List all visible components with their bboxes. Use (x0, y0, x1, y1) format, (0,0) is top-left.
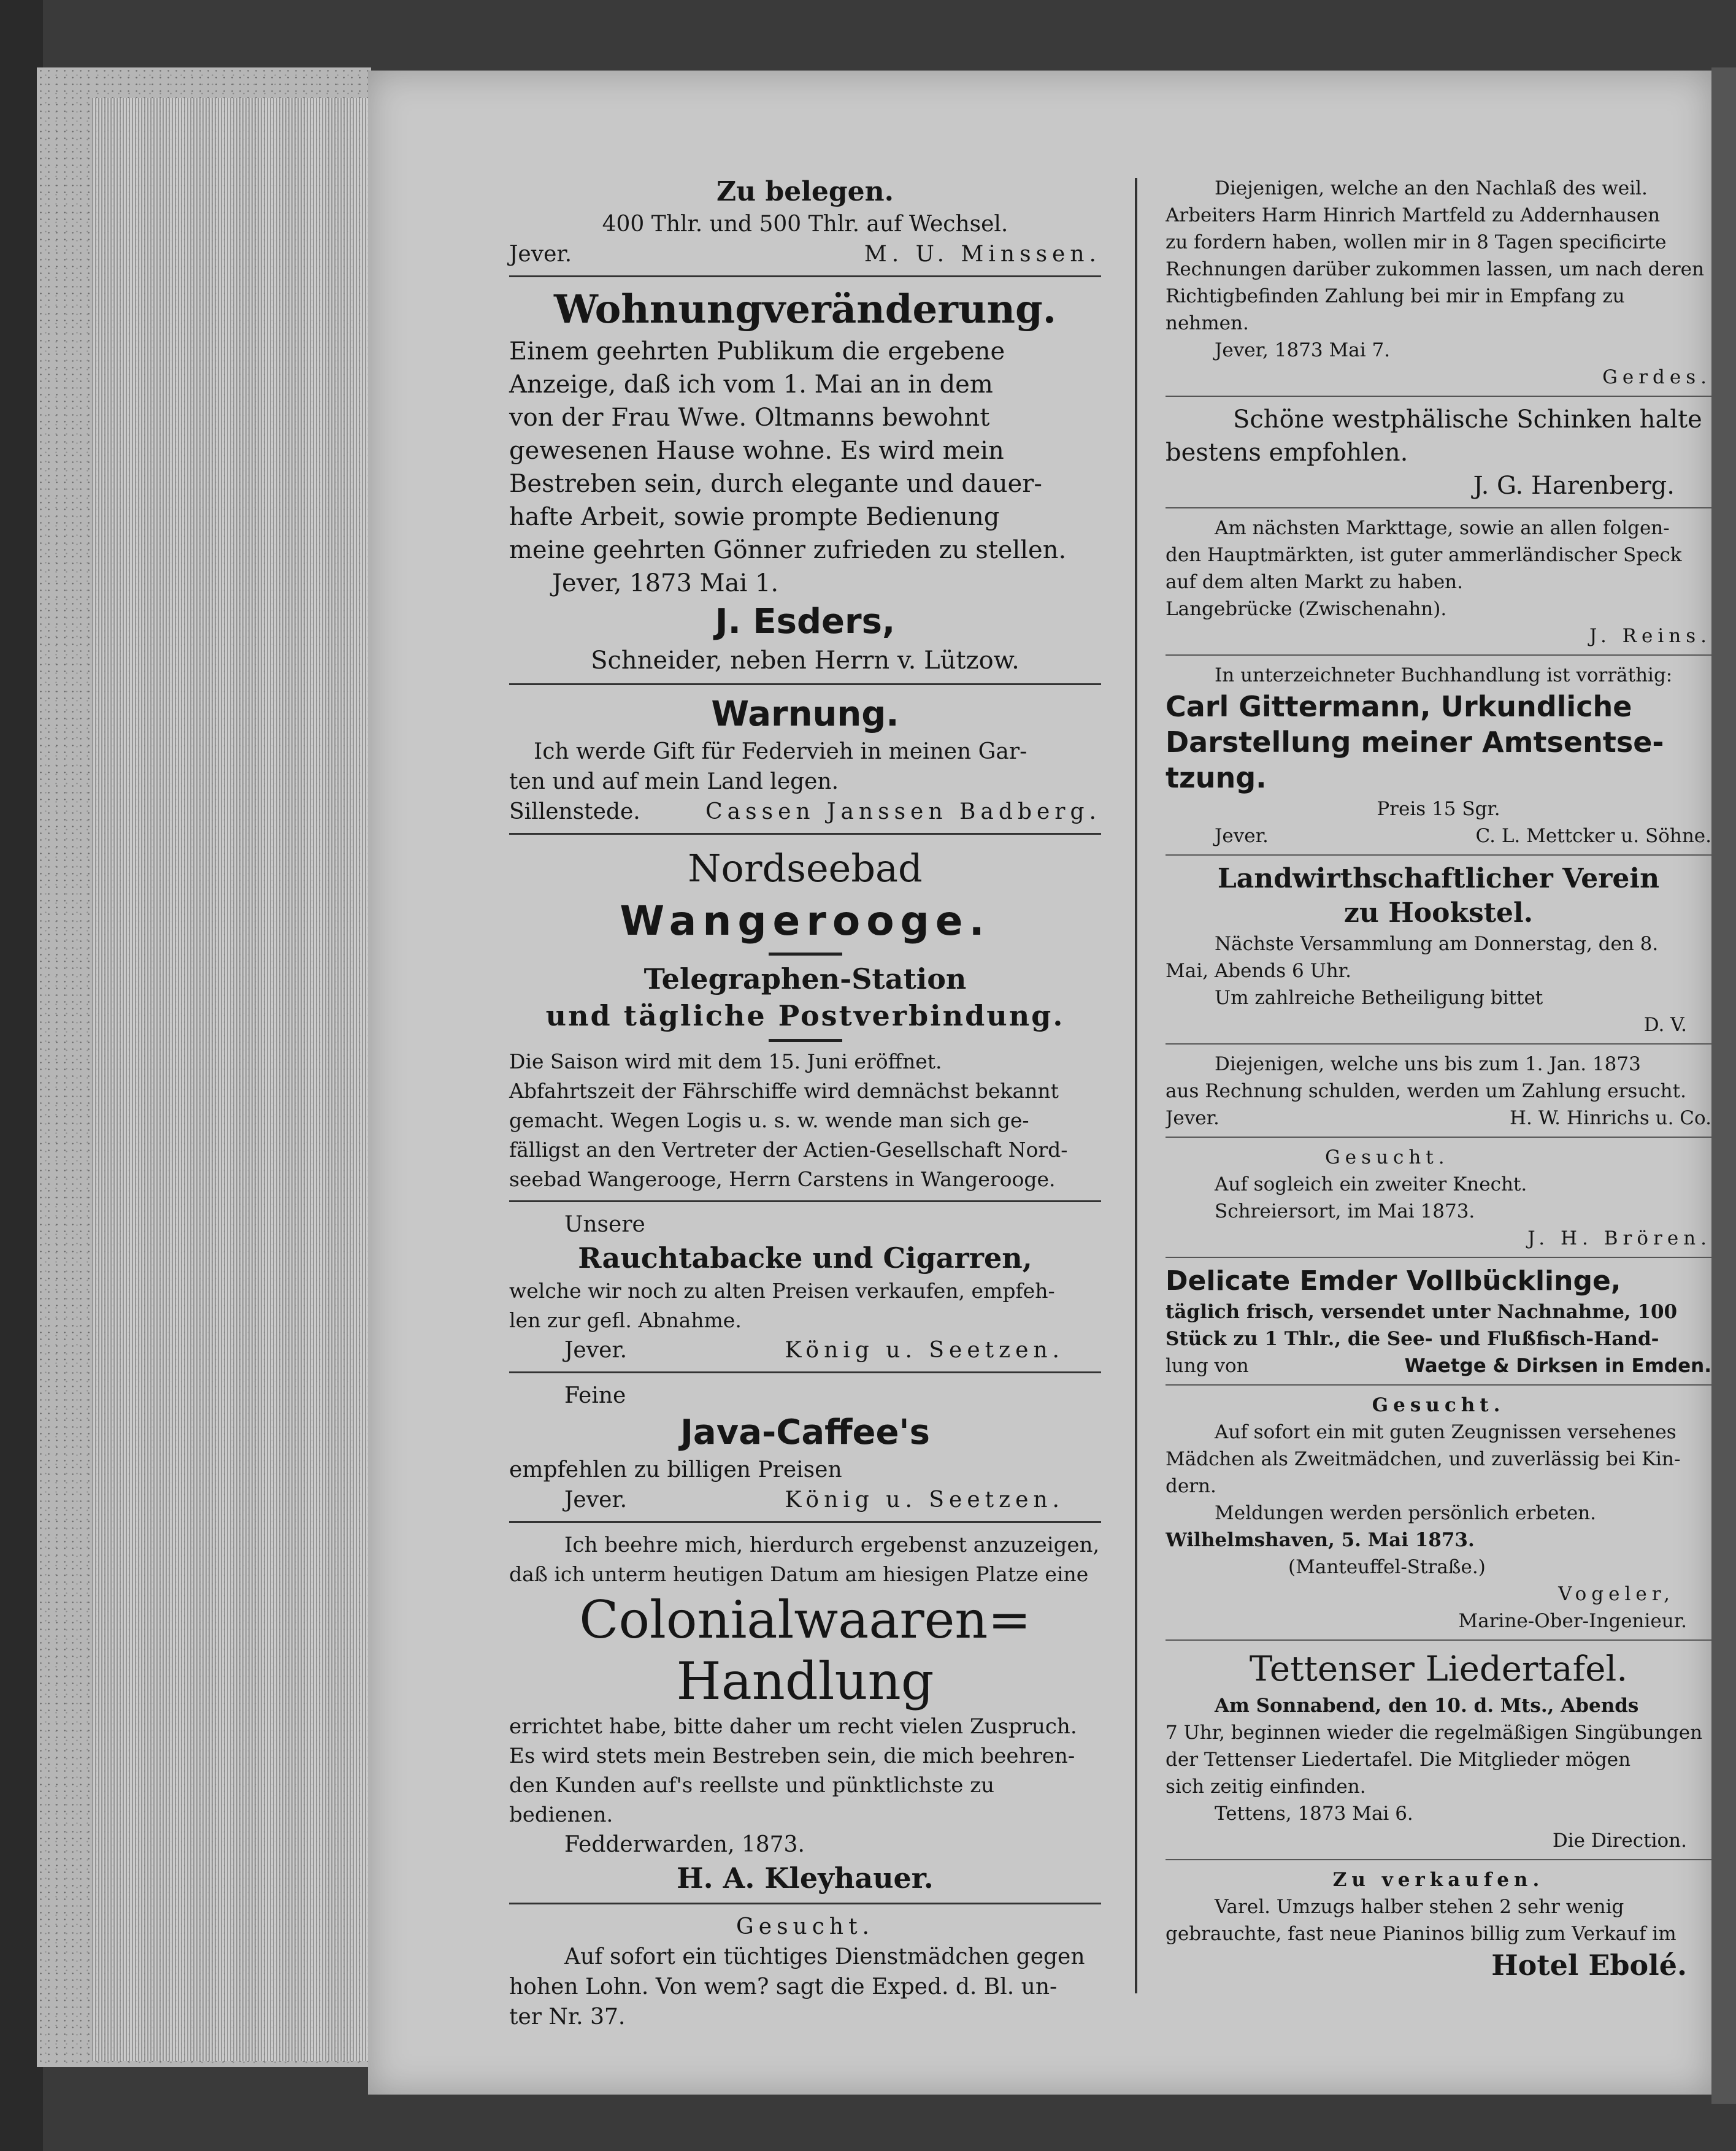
ad-title: Colonialwaaren= (579, 1590, 1031, 1650)
ad-text: Diejenigen, welche an den Nachlaß des weil. (1215, 177, 1648, 199)
ad-landwirthschaftlicher-verein (1166, 862, 1711, 1038)
ad-text: den Kunden auf's reellste und pünktlichste zu (509, 1773, 994, 1798)
ad-name: M. U. Minssen. (864, 242, 1101, 267)
ad-text: Mädchen als Zweitmädchen, und zuverlässig bei Kin- (1166, 1448, 1681, 1470)
ad-text: hafte Arbeit, sowie prompte Bedienung (509, 503, 1000, 531)
ad-text: gebrauchte, fast neue Pianinos billig zum Verkauf im (1166, 1923, 1676, 1945)
ad-date: Jever, 1873 Mai 7. (1215, 339, 1391, 361)
ad-place: Jever. (564, 1338, 628, 1363)
ad-text: auf dem alten Markt zu haben. (1166, 571, 1463, 593)
ad-text: Die Saison wird mit dem 15. Juni eröffnet. (509, 1049, 942, 1073)
ad-name: Hotel Ebolé. (1491, 1949, 1687, 1982)
ad-text: Auf sofort ein tüchtiges Dienstmädchen gegen (564, 1944, 1085, 1969)
ad-text: In unterzeichneter Buchhandlung ist vorräthig: (1215, 664, 1673, 686)
right-page-edge (1711, 67, 1736, 2104)
ad-text: fälligst an den Vertreter der Actien-Gesellschaft Nord- (509, 1138, 1068, 1162)
ad-zu-verkaufen (1166, 1866, 1711, 1983)
ad-gesucht-maedchen (1166, 1392, 1711, 1635)
ad-name: Cassen Janssen Badberg. (705, 799, 1101, 824)
ad-name: Vogeler, (1558, 1583, 1675, 1605)
ad-text: Um zahlreiche Betheiligung bittet (1215, 987, 1543, 1009)
ad-separator (509, 683, 1101, 685)
ad-text: ter Nr. 37. (509, 2004, 626, 2030)
ad-place: Langebrücke (Zwischenahn). (1166, 598, 1447, 620)
ad-text: empfehlen zu billigen Preisen (509, 1457, 842, 1482)
ad-signature-row (1166, 1105, 1711, 1132)
ad-subline: Schneider, neben Herrn v. Lützow. (591, 646, 1020, 675)
ad-separator (509, 1200, 1101, 1202)
ad-text: Ich werde Gift für Federvieh in meinen Gar- (534, 739, 1027, 764)
ad-text: Arbeiters Harm Hinrich Martfeld zu Addernhausen (1166, 204, 1661, 226)
ad-liedertafel (1166, 1647, 1711, 1854)
ad-text: Stück zu 1 Thlr., die See- und Flußfisch-Hand- (1166, 1328, 1659, 1350)
ad-text: den Hauptmärkten, ist guter ammerländischer Speck (1166, 544, 1682, 566)
ad-title: Tettenser Liedertafel. (1249, 1649, 1628, 1689)
ad-title: Zu verkaufen. (1332, 1869, 1545, 1891)
ad-text: aus Rechnung schulden, werden um Zahlung ersucht. (1166, 1080, 1686, 1102)
ad-place: Jever. (1166, 1107, 1219, 1129)
ad-title: Darstellung meiner Amtsentse- (1166, 726, 1664, 759)
ad-signature-row (509, 1485, 1101, 1515)
ad-rauchtabacke (509, 1210, 1101, 1365)
ad-name: J. H. Brören. (1527, 1227, 1711, 1249)
ad-separator (509, 1371, 1101, 1373)
ad-text: hohen Lohn. Von wem? sagt die Exped. d. Bl. un- (509, 1974, 1058, 2000)
ad-text: errichtet habe, bitte daher um recht vielen Zuspruch. (509, 1714, 1077, 1739)
ad-name: J. Esders, (715, 602, 896, 642)
ad-name: H. W. Hinrichs u. Co. (1510, 1107, 1711, 1129)
ad-title: zu Hookstel. (1343, 897, 1534, 929)
ad-separator (509, 1521, 1101, 1523)
ad-date: Wilhelmshaven, 5. Mai 1873. (1166, 1529, 1475, 1551)
ad-signature-row (509, 239, 1101, 269)
ad-ornament-rule (769, 953, 842, 956)
ad-nachlass (1166, 175, 1711, 391)
ad-separator (1166, 654, 1711, 656)
ad-place: Jever. (509, 242, 572, 267)
ad-pretext: Feine (564, 1383, 626, 1408)
ad-java-caffee (509, 1381, 1101, 1515)
ad-title: Nordseebad (688, 846, 923, 891)
ad-place: Jever. (1215, 825, 1269, 847)
ad-separator (1166, 1859, 1711, 1860)
ad-name: Gerdes. (1602, 366, 1711, 388)
ad-pretext: Unsere (564, 1212, 645, 1237)
ad-place: Jever. (564, 1487, 628, 1513)
ad-text: Auf sofort ein mit guten Zeugnissen versehenes (1215, 1421, 1676, 1443)
ad-text: nehmen. (1166, 312, 1249, 334)
ad-text: len zur gefl. Abnahme. (509, 1308, 742, 1332)
ad-separator (509, 1903, 1101, 1904)
ad-separator (1166, 1137, 1711, 1138)
ad-title: Handlung (676, 1651, 934, 1711)
ad-title: Warnung. (711, 694, 899, 734)
ad-date: Schreiersort, im Mai 1873. (1215, 1200, 1475, 1222)
ad-text: gemacht. Wegen Logis u. s. w. wende man sich ge- (509, 1108, 1029, 1132)
ad-separator (1166, 1639, 1711, 1641)
ad-markt (1166, 515, 1711, 650)
ad-subline: Marine-Ober-Ingenieur. (1458, 1610, 1687, 1632)
ad-title: tzung. (1166, 761, 1267, 794)
ad-name: J. G. Harenberg. (1473, 472, 1675, 500)
ad-text: Auf sogleich ein zweiter Knecht. (1215, 1173, 1527, 1195)
ad-signature-row (509, 797, 1101, 827)
ad-title: Wangerooge. (620, 897, 991, 945)
ad-text: ten und auf mein Land legen. (509, 769, 839, 794)
ad-zu-belegen (509, 175, 1101, 269)
ad-title: Gesucht. (736, 1914, 874, 1939)
ad-schulden (1166, 1051, 1711, 1132)
ad-name: König u. Seetzen. (785, 1487, 1064, 1513)
ad-text: welche wir noch zu alten Preisen verkaufen, empfeh- (509, 1279, 1055, 1303)
ad-text: Richtigbefinden Zahlung bei mir in Empfang zu (1166, 285, 1625, 307)
ad-date: Jever, 1873 Mai 1. (552, 569, 779, 597)
ad-text: bestens empfohlen. (1166, 439, 1408, 467)
ad-separator (1166, 1384, 1711, 1386)
ad-title: Java-Caffee's (680, 1413, 930, 1452)
ad-gesucht-knecht (1166, 1144, 1711, 1252)
ad-name: J. Reins. (1589, 625, 1711, 647)
ad-title: Gesucht. (1372, 1394, 1505, 1416)
ad-buecklinge (1166, 1264, 1711, 1379)
ad-separator (1166, 854, 1711, 856)
ad-title: Zu belegen. (716, 176, 894, 207)
ad-text: bedienen. (509, 1803, 613, 1827)
ad-subtitle: Telegraphen-Station (643, 962, 967, 995)
ad-name: Die Direction. (1552, 1830, 1687, 1852)
ad-place: Sillenstede. (509, 799, 640, 824)
page-stack-lines (92, 98, 371, 2061)
ad-text: Rechnungen darüber zukommen lassen, um nach deren (1166, 258, 1704, 280)
ad-text: Anzeige, daß ich vom 1. Mai an in dem (509, 370, 993, 399)
ad-text: Schöne westphälische Schinken halte (1233, 405, 1702, 434)
ad-separator (509, 833, 1101, 835)
ad-text: täglich frisch, versendet unter Nachnahme, 100 (1166, 1301, 1678, 1323)
ad-subtitle: und tägliche Postverbindung. (545, 999, 1065, 1032)
ad-price: Preis 15 Sgr. (1377, 798, 1500, 820)
ad-text: von der Frau Wwe. Oltmanns bewohnt (509, 404, 990, 432)
right-column (1166, 175, 1711, 1983)
ad-separator (1166, 1257, 1711, 1258)
ad-title: Carl Gittermann, Urkundliche (1166, 690, 1632, 723)
ad-text: Am nächsten Markttage, sowie an allen folgen- (1215, 517, 1670, 539)
ad-signature-row (1166, 822, 1711, 849)
ad-text: der Tettenser Liedertafel. Die Mitglieder mögen (1166, 1749, 1631, 1771)
ad-text: Abfahrtszeit der Fährschiffe wird demnächst bekannt (509, 1079, 1059, 1103)
ad-text: Diejenigen, welche uns bis zum 1. Jan. 1873 (1215, 1053, 1641, 1075)
ad-text: Es wird stets mein Bestreben sein, die mich beehren- (509, 1744, 1075, 1768)
ad-firm: Waetge & Dirksen in Emden. (1404, 1355, 1711, 1377)
ad-separator (1166, 396, 1711, 397)
ad-title: Landwirthschaftlicher Verein (1217, 863, 1660, 894)
ad-text: zu fordern haben, wollen mir in 8 Tagen specificirte (1166, 231, 1667, 253)
ad-name: H. A. Kleyhauer. (677, 1862, 934, 1895)
ad-name: D. V. (1643, 1014, 1687, 1036)
ad-separator (1166, 1043, 1711, 1045)
ad-title: Delicate Emder Vollbücklinge, (1166, 1265, 1621, 1297)
ad-text: sich zeitig einfinden. (1166, 1776, 1366, 1798)
ad-text: Mai, Abends 6 Uhr. (1166, 960, 1351, 982)
ad-text: gewesenen Hause wohne. Es wird mein (509, 437, 1004, 465)
ad-wohnungveraenderung (509, 285, 1101, 677)
ad-text: 400 Thlr. und 500 Thlr. auf Wechsel. (602, 212, 1008, 237)
ad-signature-row (509, 1335, 1101, 1365)
ad-nordseebad (509, 842, 1101, 1194)
ad-text: Meldungen werden persönlich erbeten. (1215, 1502, 1597, 1524)
ad-warnung (509, 692, 1101, 827)
ad-name: C. L. Mettcker u. Söhne. (1475, 825, 1711, 847)
ad-signature-row (1166, 1352, 1711, 1379)
ad-text: Nächste Versammlung am Donnerstag, den 8. (1215, 933, 1659, 955)
ad-date: Tettens, 1873 Mai 6. (1215, 1803, 1413, 1825)
ad-title: Wohnungveränderung. (553, 286, 1057, 332)
column-divider (1135, 178, 1137, 1993)
ad-text: Bestreben sein, durch elegante und dauer- (509, 470, 1042, 498)
left-column (509, 175, 1101, 2032)
ad-text: dern. (1166, 1475, 1216, 1497)
ad-text: Varel. Umzugs halber stehen 2 sehr wenig (1215, 1896, 1624, 1918)
ad-text: 7 Uhr, beginnen wieder die regelmäßigen Singübungen (1166, 1722, 1703, 1744)
ad-ornament-rule (769, 1039, 842, 1042)
ad-separator (509, 275, 1101, 277)
ad-text: daß ich unterm heutigen Datum am hiesigen Platze eine (509, 1562, 1089, 1586)
ad-text: Ich beehre mich, hierdurch ergebenst anzuzeigen, (564, 1533, 1100, 1557)
ad-name: König u. Seetzen. (785, 1338, 1064, 1363)
ad-separator (1166, 507, 1711, 508)
ad-text: meine geehrten Gönner zufrieden zu stellen. (509, 536, 1067, 564)
ad-colonialwaaren (509, 1530, 1101, 1896)
ad-buchhandlung (1166, 662, 1711, 849)
ad-date: Fedderwarden, 1873. (564, 1832, 805, 1857)
ad-text: lung von (1166, 1355, 1249, 1377)
ad-text: Einem geehrten Publikum die ergebene (509, 337, 1005, 366)
ad-schinken (1166, 403, 1711, 502)
ad-title: Rauchtabacke und Cigarren, (578, 1241, 1032, 1275)
ad-text: seebad Wangerooge, Herrn Carstens in Wangerooge. (509, 1167, 1056, 1191)
ad-text: Am Sonnabend, den 10. d. Mts., Abends (1215, 1695, 1639, 1717)
ad-gesucht-dienstmaedchen (509, 1912, 1101, 2032)
ad-title: Gesucht. (1325, 1146, 1450, 1168)
ad-address: (Manteuffel-Straße.) (1288, 1556, 1486, 1578)
